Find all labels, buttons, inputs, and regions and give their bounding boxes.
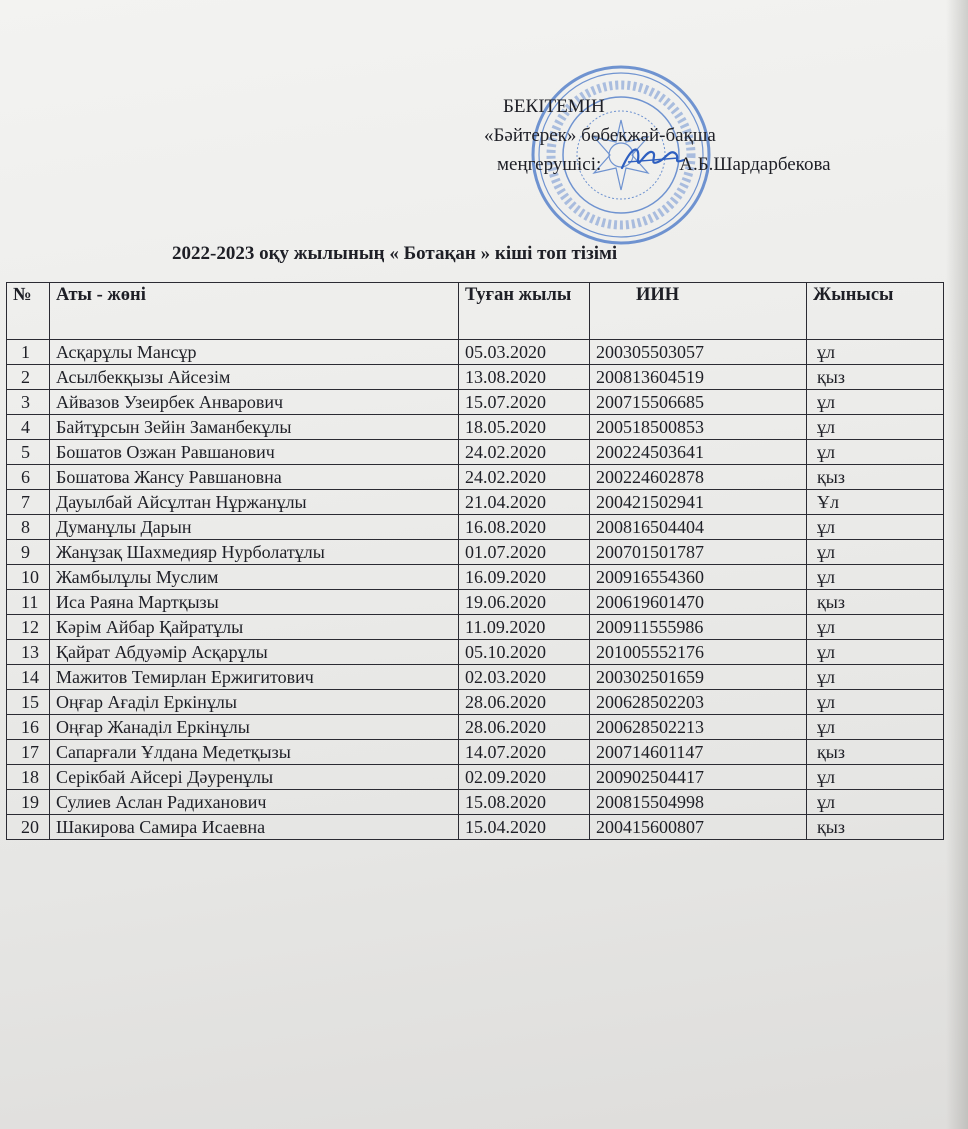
- cell-full-name: Байтұрсын Зейін Заманбекұлы: [50, 415, 459, 440]
- cell-iin: 200421502941: [590, 490, 807, 515]
- cell-gender: ұл: [807, 565, 944, 590]
- cell-number: 2: [7, 365, 50, 390]
- cell-iin: 200916554360: [590, 565, 807, 590]
- table-header-row: [7, 283, 944, 340]
- table-row: [7, 740, 944, 765]
- cell-number: 8: [7, 515, 50, 540]
- header-birth-date: Туған жылы: [459, 283, 590, 340]
- cell-number: 16: [7, 715, 50, 740]
- cell-full-name: Қайрат Абдуәмір Асқарұлы: [50, 640, 459, 665]
- header-full-name: Аты - жөні: [50, 283, 459, 340]
- cell-gender: қыз: [807, 815, 944, 840]
- cell-number: 11: [7, 590, 50, 615]
- cell-gender: ұл: [807, 340, 944, 365]
- cell-number: 7: [7, 490, 50, 515]
- cell-gender: ұл: [807, 615, 944, 640]
- cell-iin: 200628502213: [590, 715, 807, 740]
- cell-gender: ұл: [807, 665, 944, 690]
- table-row: [7, 665, 944, 690]
- cell-gender: ұл: [807, 765, 944, 790]
- cell-number: 4: [7, 415, 50, 440]
- cell-birth-date: 28.06.2020: [459, 690, 590, 715]
- cell-full-name: Думанұлы Дарын: [50, 515, 459, 540]
- cell-birth-date: 19.06.2020: [459, 590, 590, 615]
- cell-full-name: Жанұзақ Шахмедияр Нурболатұлы: [50, 540, 459, 565]
- cell-gender: ұл: [807, 415, 944, 440]
- cell-gender: қыз: [807, 465, 944, 490]
- table-row: [7, 715, 944, 740]
- cell-iin: 200302501659: [590, 665, 807, 690]
- cell-iin: 200815504998: [590, 790, 807, 815]
- cell-birth-date: 11.09.2020: [459, 615, 590, 640]
- cell-number: 20: [7, 815, 50, 840]
- cell-birth-date: 24.02.2020: [459, 465, 590, 490]
- children-list-table: [6, 282, 944, 840]
- cell-full-name: Асқарұлы Мансұр: [50, 340, 459, 365]
- cell-number: 17: [7, 740, 50, 765]
- table-row: [7, 540, 944, 565]
- cell-gender: қыз: [807, 365, 944, 390]
- cell-gender: ұл: [807, 540, 944, 565]
- table-row: [7, 365, 944, 390]
- approval-organization: «Бәйтерек» бөбекжай-бақша: [484, 125, 716, 146]
- table-row: [7, 565, 944, 590]
- cell-iin: 200619601470: [590, 590, 807, 615]
- cell-iin: 200305503057: [590, 340, 807, 365]
- cell-gender: Ұл: [807, 490, 944, 515]
- cell-full-name: Дауылбай Айсұлтан Нұржанұлы: [50, 490, 459, 515]
- cell-full-name: Шакирова Самира Исаевна: [50, 815, 459, 840]
- cell-iin: 200224503641: [590, 440, 807, 465]
- cell-iin: 200415600807: [590, 815, 807, 840]
- cell-gender: қыз: [807, 740, 944, 765]
- cell-birth-date: 05.03.2020: [459, 340, 590, 365]
- cell-number: 9: [7, 540, 50, 565]
- table-row: [7, 690, 944, 715]
- approval-position: меңгерушісі:: [497, 154, 602, 175]
- table-row: [7, 515, 944, 540]
- header-number: №: [7, 283, 50, 340]
- cell-number: 18: [7, 765, 50, 790]
- cell-number: 14: [7, 665, 50, 690]
- cell-full-name: Бошатова Жансу Равшановна: [50, 465, 459, 490]
- table-row: [7, 340, 944, 365]
- cell-birth-date: 14.07.2020: [459, 740, 590, 765]
- cell-birth-date: 02.09.2020: [459, 765, 590, 790]
- table-row: [7, 440, 944, 465]
- cell-iin: 200902504417: [590, 765, 807, 790]
- cell-iin: 200715506685: [590, 390, 807, 415]
- table-row: [7, 765, 944, 790]
- cell-full-name: Мажитов Темирлан Ержигитович: [50, 665, 459, 690]
- cell-iin: 200628502203: [590, 690, 807, 715]
- cell-number: 3: [7, 390, 50, 415]
- cell-full-name: Серікбай Айсері Дәуренұлы: [50, 765, 459, 790]
- cell-iin: 200224602878: [590, 465, 807, 490]
- table-row: [7, 615, 944, 640]
- header-gender: Жынысы: [807, 283, 944, 340]
- cell-number: 1: [7, 340, 50, 365]
- cell-iin: 200701501787: [590, 540, 807, 565]
- cell-iin: 200911555986: [590, 615, 807, 640]
- cell-full-name: Айвазов Узеирбек Анварович: [50, 390, 459, 415]
- cell-number: 6: [7, 465, 50, 490]
- cell-full-name: Иса Раяна Мартқызы: [50, 590, 459, 615]
- cell-gender: қыз: [807, 590, 944, 615]
- table-row: [7, 415, 944, 440]
- cell-gender: ұл: [807, 440, 944, 465]
- cell-birth-date: 24.02.2020: [459, 440, 590, 465]
- cell-birth-date: 01.07.2020: [459, 540, 590, 565]
- cell-full-name: Жамбылұлы Муслим: [50, 565, 459, 590]
- table-row: [7, 590, 944, 615]
- table-row: [7, 815, 944, 840]
- cell-iin: 200714601147: [590, 740, 807, 765]
- cell-number: 5: [7, 440, 50, 465]
- cell-full-name: Оңғар Жанаділ Еркінұлы: [50, 715, 459, 740]
- cell-birth-date: 15.07.2020: [459, 390, 590, 415]
- cell-iin: 201005552176: [590, 640, 807, 665]
- cell-birth-date: 21.04.2020: [459, 490, 590, 515]
- cell-number: 15: [7, 690, 50, 715]
- cell-birth-date: 02.03.2020: [459, 665, 590, 690]
- cell-birth-date: 13.08.2020: [459, 365, 590, 390]
- cell-number: 10: [7, 565, 50, 590]
- header-iin: ИИН: [590, 283, 807, 340]
- table-row: [7, 790, 944, 815]
- table-row: [7, 490, 944, 515]
- cell-full-name: Бошатов Озжан Равшанович: [50, 440, 459, 465]
- cell-full-name: Оңғар Ағаділ Еркінұлы: [50, 690, 459, 715]
- cell-number: 12: [7, 615, 50, 640]
- cell-iin: 200518500853: [590, 415, 807, 440]
- cell-gender: ұл: [807, 640, 944, 665]
- approval-heading: БЕКІТЕМІН: [503, 96, 605, 117]
- cell-birth-date: 18.05.2020: [459, 415, 590, 440]
- table-row: [7, 390, 944, 415]
- cell-number: 19: [7, 790, 50, 815]
- cell-iin: 200816504404: [590, 515, 807, 540]
- cell-gender: ұл: [807, 390, 944, 415]
- cell-birth-date: 28.06.2020: [459, 715, 590, 740]
- document-title: 2022-2023 оқу жылының « Ботақан » кіші топ тізімі: [172, 243, 618, 264]
- approval-name: А.Б.Шардарбекова: [679, 154, 831, 175]
- cell-number: 13: [7, 640, 50, 665]
- cell-gender: ұл: [807, 690, 944, 715]
- cell-birth-date: 16.08.2020: [459, 515, 590, 540]
- cell-birth-date: 05.10.2020: [459, 640, 590, 665]
- cell-full-name: Сапарғали Ұлдана Медетқызы: [50, 740, 459, 765]
- cell-birth-date: 16.09.2020: [459, 565, 590, 590]
- cell-birth-date: 15.04.2020: [459, 815, 590, 840]
- cell-gender: ұл: [807, 790, 944, 815]
- cell-full-name: Асылбекқызы Айсезім: [50, 365, 459, 390]
- approval-block: [480, 92, 950, 179]
- cell-iin: 200813604519: [590, 365, 807, 390]
- table-row: [7, 465, 944, 490]
- cell-gender: ұл: [807, 515, 944, 540]
- cell-gender: ұл: [807, 715, 944, 740]
- cell-full-name: Кәрім Айбар Қайратұлы: [50, 615, 459, 640]
- cell-full-name: Сулиев Аслан Радиханович: [50, 790, 459, 815]
- table-row: [7, 640, 944, 665]
- approval-signatory: [480, 150, 950, 179]
- cell-birth-date: 15.08.2020: [459, 790, 590, 815]
